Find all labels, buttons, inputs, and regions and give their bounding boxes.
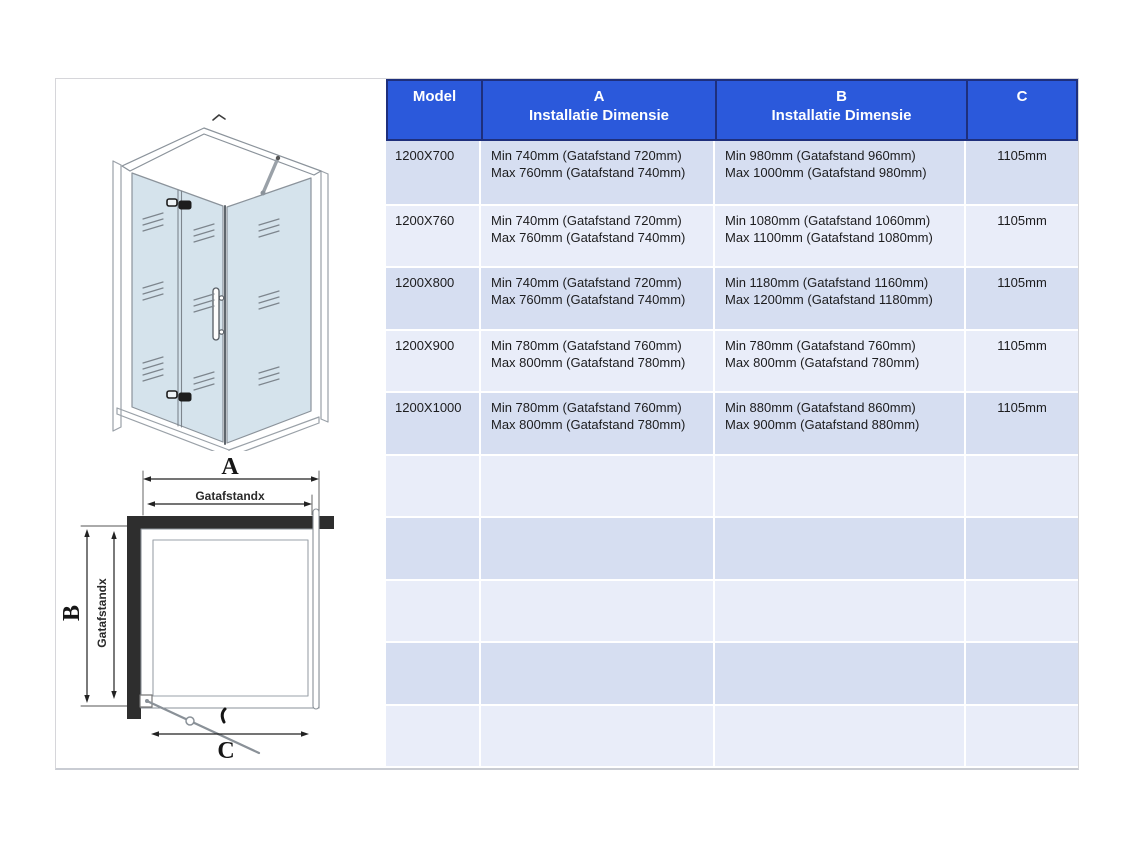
dim-b-inner-label: Gatafstandx [95, 578, 109, 648]
cell-line: 1200X900 [395, 337, 455, 353]
cell-model-1200X760 [386, 206, 479, 267]
right-glass-profile [313, 509, 319, 709]
dimension-c-arrow [151, 731, 309, 736]
cell-b-empty [713, 581, 964, 642]
cell-line: Min 740mm (Gatafstand 720mm) [491, 275, 682, 290]
spec-row-1200X900 [386, 329, 1078, 392]
cell-line: 1105mm [997, 212, 1047, 228]
cell-line: Min 780mm (Gatafstand 760mm) [725, 337, 916, 353]
col-header-model [388, 81, 481, 139]
cell-c-empty [964, 518, 1078, 579]
cell-model-1200X800 [386, 268, 479, 329]
cell-line: Max 800mm (Gatafstand 780mm) [725, 354, 920, 370]
cell-line: 1105mm [997, 148, 1047, 163]
spec-table-body [386, 141, 1078, 766]
cell-line: Min 740mm (Gatafstand 720mm) [491, 212, 682, 228]
cell-model-empty [386, 456, 479, 517]
left-wall-profile [113, 161, 121, 431]
cell-line: Max 900mm (Gatafstand 880mm) [725, 417, 920, 432]
dim-b-label: B [59, 604, 85, 622]
cell-line: Min 1180mm (Gatafstand 1160mm) [725, 275, 929, 290]
spec-row-empty [386, 516, 1078, 579]
cell-c-1200X1000 [964, 393, 1078, 454]
col-header-a [481, 81, 715, 139]
cell-line: Min 880mm (Gatafstand 860mm) [725, 400, 916, 415]
cell-model-empty [386, 643, 479, 704]
spec-row-1200X760 [386, 204, 1078, 267]
spec-table-header [386, 79, 1078, 141]
cell-model-empty [386, 581, 479, 642]
swing-direction-mark [222, 709, 225, 722]
spec-row-empty [386, 579, 1078, 642]
cell-a-1200X1000 [479, 393, 713, 454]
shower-plan-diagram [56, 451, 391, 766]
col-header-b-sublabel: Installatie Dimensie [771, 107, 912, 124]
cell-line: Min 780mm (Gatafstand 760mm) [491, 400, 682, 415]
right-wall-profile [321, 171, 328, 422]
spec-table [386, 79, 1078, 768]
cell-line: Max 1000mm (Gatafstand 980mm) [725, 165, 927, 180]
cell-model-1200X900 [386, 331, 479, 392]
col-header-c [966, 81, 1076, 139]
cell-line: Min 740mm (Gatafstand 720mm) [491, 148, 682, 163]
cell-line: Max 760mm (Gatafstand 740mm) [491, 165, 686, 180]
cell-line: 1200X700 [395, 148, 455, 163]
cell-c-empty [964, 456, 1078, 517]
cell-a-1200X800 [479, 268, 713, 329]
col-header-b [715, 81, 966, 139]
cell-line: Max 760mm (Gatafstand 740mm) [491, 229, 686, 245]
cell-line: Max 1200mm (Gatafstand 1180mm) [725, 292, 933, 307]
cell-model-empty [386, 518, 479, 579]
content-box [55, 78, 1079, 770]
cell-a-empty [479, 643, 713, 704]
tray-outer [141, 529, 319, 708]
cell-b-empty [713, 706, 964, 767]
dimension-b-arrow [84, 529, 89, 703]
cell-c-1200X700 [964, 141, 1078, 204]
cell-line: 1105mm [997, 400, 1047, 415]
spec-row-empty [386, 454, 1078, 517]
cell-c-empty [964, 581, 1078, 642]
shower-3d-diagram [56, 99, 386, 451]
cell-line: 1200X800 [395, 275, 455, 290]
cell-model-1200X1000 [386, 393, 479, 454]
cell-model-empty [386, 706, 479, 767]
cell-model-1200X700 [386, 141, 479, 204]
cell-a-empty [479, 456, 713, 517]
cell-line: Min 1080mm (Gatafstand 1060mm) [725, 212, 931, 228]
top-caret-mark [213, 115, 225, 120]
dim-a-inner-label: Gatafstandx [195, 489, 265, 503]
cell-line: Max 800mm (Gatafstand 780mm) [491, 417, 686, 432]
right-glass-face [227, 178, 311, 443]
diagram-pane [56, 79, 386, 768]
spec-row-empty [386, 704, 1078, 767]
cell-line: 1105mm [997, 337, 1047, 353]
dimension-b-inner-arrow [111, 531, 116, 699]
cell-a-1200X760 [479, 206, 713, 267]
col-header-a-sublabel: Installatie Dimensie [528, 107, 670, 124]
spec-row-1200X700 [386, 141, 1078, 204]
cell-line: 1105mm [997, 275, 1047, 290]
cell-a-1200X900 [479, 331, 713, 392]
cell-a-1200X700 [479, 141, 713, 204]
cell-line: Max 760mm (Gatafstand 740mm) [491, 292, 686, 307]
cell-line: Max 1100mm (Gatafstand 1080mm) [725, 229, 933, 245]
cell-a-empty [479, 518, 713, 579]
cell-b-1200X900 [713, 331, 964, 392]
cell-c-1200X800 [964, 268, 1078, 329]
dim-c-label: C [217, 738, 235, 764]
cell-line: 1200X1000 [395, 400, 462, 415]
cell-b-1200X760 [713, 206, 964, 267]
cell-b-empty [713, 456, 964, 517]
spec-row-1200X800 [386, 266, 1078, 329]
cell-c-1200X760 [964, 206, 1078, 267]
col-header-c-label: C [1016, 88, 1028, 105]
spec-row-empty [386, 641, 1078, 704]
top-rim [122, 128, 321, 175]
cell-b-1200X1000 [713, 393, 964, 454]
spec-row-1200X1000 [386, 391, 1078, 454]
col-header-model-label: Model [412, 88, 457, 105]
col-header-b-letter: B [836, 88, 847, 105]
cell-c-1200X900 [964, 331, 1078, 392]
cell-b-empty [713, 518, 964, 579]
cell-line: Min 980mm (Gatafstand 960mm) [725, 148, 916, 163]
cell-a-empty [479, 706, 713, 767]
cell-line: 1200X760 [395, 212, 455, 228]
col-header-a-letter: A [593, 88, 605, 105]
cell-line: Min 780mm (Gatafstand 760mm) [491, 337, 682, 353]
dim-a-label: A [221, 454, 239, 480]
cell-b-1200X700 [713, 141, 964, 204]
cell-a-empty [479, 581, 713, 642]
cell-c-empty [964, 706, 1078, 767]
cell-b-empty [713, 643, 964, 704]
cell-line: Max 800mm (Gatafstand 780mm) [491, 354, 686, 370]
cell-c-empty [964, 643, 1078, 704]
cell-b-1200X800 [713, 268, 964, 329]
